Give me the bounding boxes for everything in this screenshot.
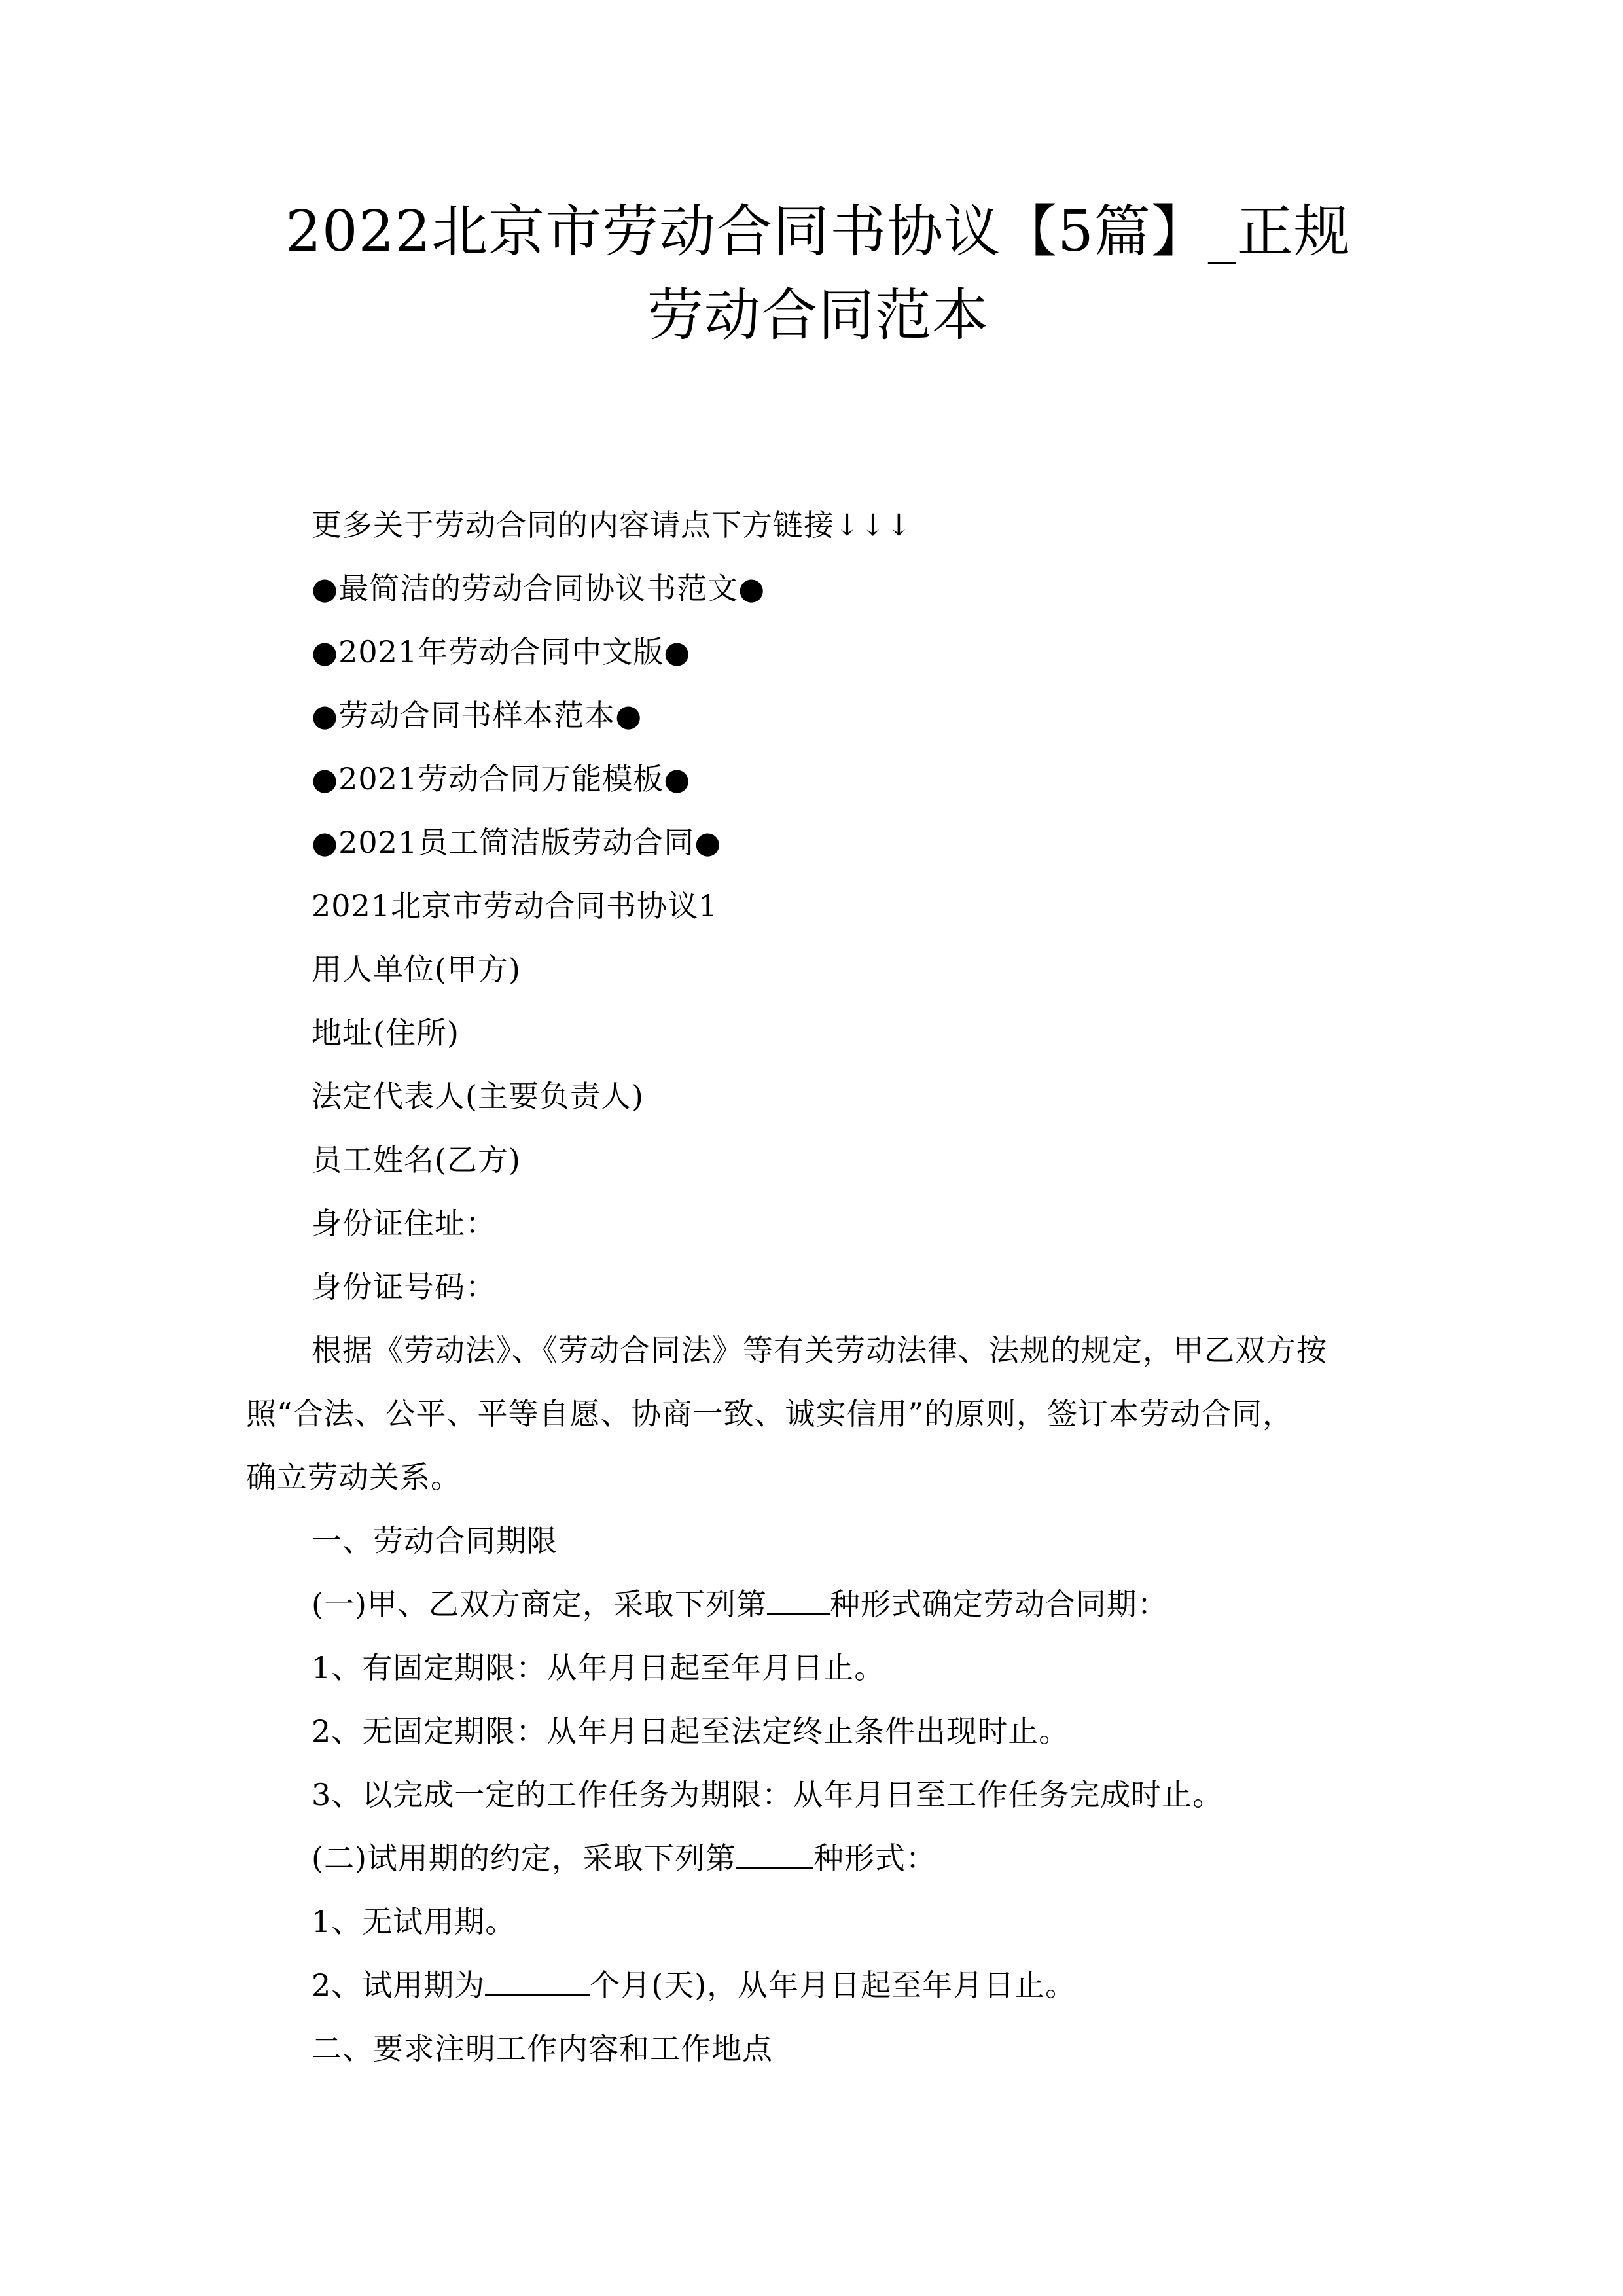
field-employee-name: 员工姓名(乙方) xyxy=(312,1142,521,1177)
clause-text: (一)甲、乙双方商定，采取下列第 xyxy=(312,1587,767,1622)
clause-text: 2、试用期为 xyxy=(312,1967,486,2003)
title-line-1: 2022北京市劳动合同书协议【5篇】_正规 xyxy=(285,199,1351,264)
bullet-icon: ● xyxy=(312,698,339,733)
bullet-icon: ● xyxy=(664,761,691,797)
article-1-heading: 一、劳动合同期限 xyxy=(312,1523,558,1558)
bullet-icon: ● xyxy=(694,825,722,860)
link-simplest-contract[interactable]: 最简洁的劳动合同协议书范文 xyxy=(338,571,739,606)
field-legal-rep: 法定代表人(主要负责人) xyxy=(312,1079,644,1114)
paragraph-line-2: 照“合法、公平、平等自愿、协商一致、诚实信用”的原则，签订本劳动合同， xyxy=(246,1396,1294,1431)
clause-text: (二)试用期的约定，采取下列第 xyxy=(312,1840,736,1876)
field-address: 地址(住所) xyxy=(312,1015,459,1050)
blank-field xyxy=(767,1587,830,1615)
probation-option-2 xyxy=(312,1965,1076,2005)
article-2-heading: 二、要求注明工作内容和工作地点 xyxy=(312,2031,773,2066)
field-id-number: 身份证号码： xyxy=(312,1269,496,1304)
link-employee-simple[interactable]: 2021员工简洁版劳动合同 xyxy=(338,825,695,860)
link-item[interactable] xyxy=(312,696,642,735)
term-option-1: 1、有固定期限：从年月日起至年月日止。 xyxy=(312,1650,885,1685)
term-option-3: 3、以完成一定的工作任务为期限：从年月日至工作任务完成时止。 xyxy=(312,1777,1224,1812)
bullet-icon: ● xyxy=(312,761,339,797)
intro-text: 更多关于劳动合同的内容请点下方链接↓↓↓ xyxy=(312,507,912,543)
document-title xyxy=(196,190,1440,357)
bullet-icon: ● xyxy=(312,634,339,670)
probation-option-1: 1、无试用期。 xyxy=(312,1904,516,1939)
clause-text: 个月(天)，从年月日起至年月日止。 xyxy=(590,1967,1077,2003)
link-item[interactable] xyxy=(312,759,690,798)
bullet-icon: ● xyxy=(664,634,691,670)
clause-probation xyxy=(312,1839,936,1878)
paragraph-line-1: 根据《劳动法》、《劳动合同法》等有关劳动法律、法规的规定，甲乙双方按 xyxy=(312,1333,1327,1368)
blank-field xyxy=(736,1840,813,1869)
clause-term-type xyxy=(312,1585,1168,1624)
blank-field xyxy=(485,1967,590,1996)
link-item[interactable] xyxy=(312,569,765,608)
link-item[interactable] xyxy=(312,823,721,862)
field-employer: 用人单位(甲方) xyxy=(312,952,521,987)
bullet-icon: ● xyxy=(738,571,766,606)
link-item[interactable] xyxy=(312,632,690,672)
bullet-icon: ● xyxy=(312,571,339,606)
link-universal-template[interactable]: 2021劳动合同万能模板 xyxy=(338,761,664,797)
clause-text: 种形式确定劳动合同期： xyxy=(829,1587,1168,1622)
field-id-address: 身份证住址： xyxy=(312,1206,496,1241)
section-heading: 2021北京市劳动合同书协议1 xyxy=(312,888,719,924)
clause-text: 种形式： xyxy=(813,1840,936,1876)
link-chinese-version[interactable]: 2021年劳动合同中文版 xyxy=(338,634,664,670)
bullet-icon: ● xyxy=(615,698,643,733)
title-line-2: 劳动合同范本 xyxy=(647,283,989,348)
term-option-2: 2、无固定期限：从年月日起至法定终止条件出现时止。 xyxy=(312,1713,1070,1749)
paragraph-line-3: 确立劳动关系。 xyxy=(246,1460,461,1495)
bullet-icon: ● xyxy=(312,825,339,860)
link-sample-template[interactable]: 劳动合同书样本范本 xyxy=(338,698,616,733)
